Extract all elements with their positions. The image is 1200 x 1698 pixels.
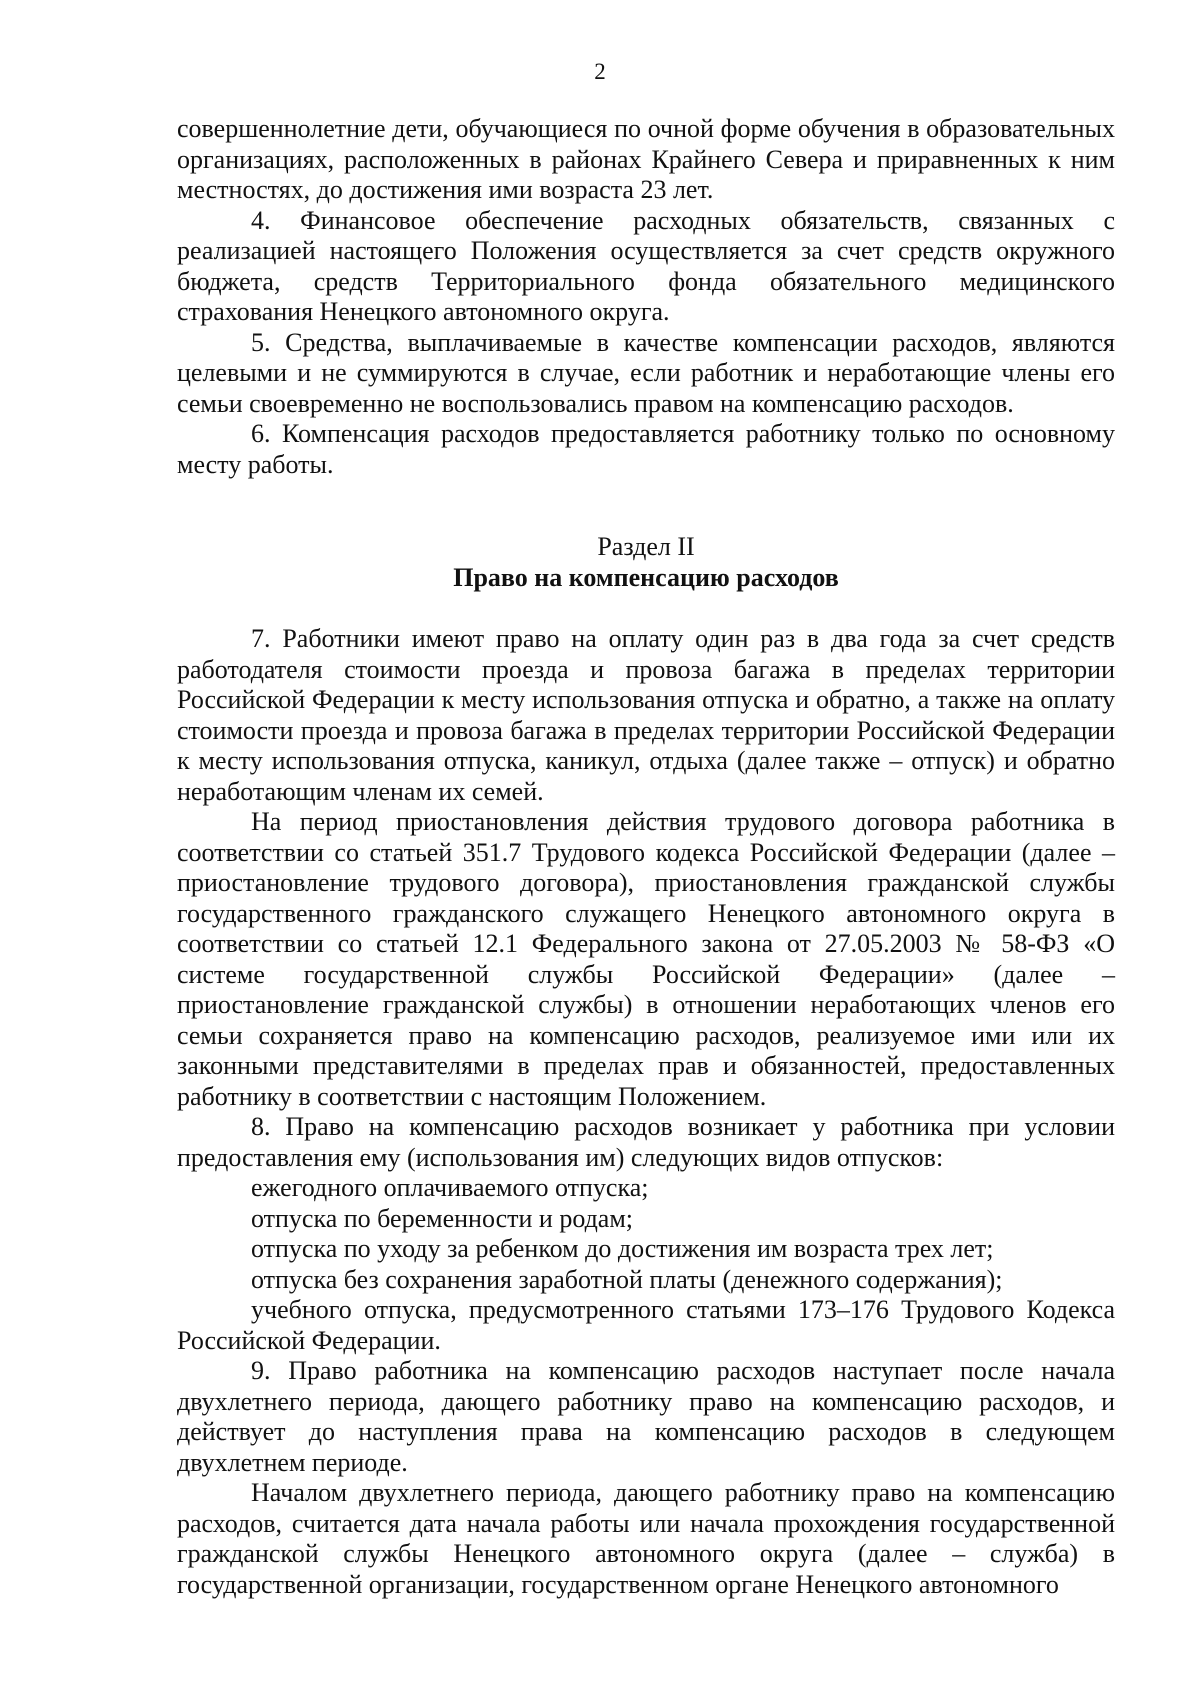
paragraph: 6. Компенсация расходов предоставляется работнику только по основному месту работы. bbox=[177, 419, 1115, 479]
list-item: отпуска по беременности и родам; bbox=[251, 1203, 634, 1233]
list-item: отпуска по уходу за ребенком до достижения им возраста трех лет; bbox=[251, 1234, 994, 1263]
paragraph: 4. Финансовое обеспечение расходных обязательств, связанных с реализацией настоящего Положения осуществляется за счет средств окружного бюджета, средств Территориального фонда обязательного медицинского страхования Ненецкого автономного округа. bbox=[177, 205, 1115, 326]
list-item: отпуска без сохранения заработной платы (денежного содержания); bbox=[251, 1264, 1003, 1294]
page-number: 2 bbox=[594, 59, 606, 84]
paragraph: 5. Средства, выплачиваемые в качестве компенсации расходов, являются целевыми и не суммируются в случае, если работник и неработающие члены его семьи своевременно не воспользовались правом на компенсацию расходов. bbox=[177, 327, 1115, 418]
list-item: ежегодного оплачиваемого отпуска; bbox=[251, 1173, 649, 1202]
document-body bbox=[177, 114, 1115, 1600]
paragraph: учебного отпуска, предусмотренного статьями 173–176 Трудового Кодекса Российской Федерации. bbox=[177, 1295, 1115, 1355]
section-label: Раздел II bbox=[597, 532, 695, 561]
paragraph: 9. Право работника на компенсацию расходов наступает после начала двухлетнего периода, дающего работнику право на компенсацию расходов, и действует до наступления права на компенсацию расходов в следующем двухлетнем периоде. bbox=[177, 1356, 1115, 1477]
paragraph: Началом двухлетнего периода, дающего работнику право на компенсацию расходов, считается дата начала работы или начала прохождения государственной гражданской службы Ненецкого автономного округа (далее – служба) в государственной организации, государственном органе Ненецкого автономного bbox=[177, 1478, 1115, 1599]
paragraph: 8. Право на компенсацию расходов возникает у работника при условии предоставления ему (использования им) следующих видов отпусков: bbox=[177, 1112, 1115, 1172]
section-title: Право на компенсацию расходов bbox=[453, 562, 839, 592]
paragraph: 7. Работники имеют право на оплату один раз в два года за счет средств работодателя стоимости проезда и провоза багажа в пределах территории Российской Федерации к месту использования отпуска и обратно, а также на оплату стоимости проезда и провоза багажа в пределах территории Российской Федерации к месту использования отпуска, каникул, отдыха (далее также – отпуск) и обратно неработающим членам их семей. bbox=[177, 624, 1115, 806]
paragraph: совершеннолетние дети, обучающиеся по очной форме обучения в образовательных организациях, расположенных в районах Крайнего Севера и приравненных к ним местностях, до достижения ими возраста 23 лет. bbox=[177, 114, 1115, 204]
paragraph: На период приостановления действия трудового договора работника в соответствии со статьей 351.7 Трудового кодекса Российской Федерации (далее – приостановление трудового договора), приостановления гражданской службы государственного гражданского служащего Ненецкого автономного округа в соответствии со статьей 12.1 Федерального закона от 27.05.2003 № 58-ФЗ «О системе государственной службы Российской Федерации» (далее – приостановление гражданской службы) в отношении неработающих членов его семьи сохраняется право на компенсацию расходов, реализуемое ими или их законными представителями в пределах прав и обязанностей, предоставленных работнику в соответствии с настоящим Положением. bbox=[177, 807, 1115, 1111]
